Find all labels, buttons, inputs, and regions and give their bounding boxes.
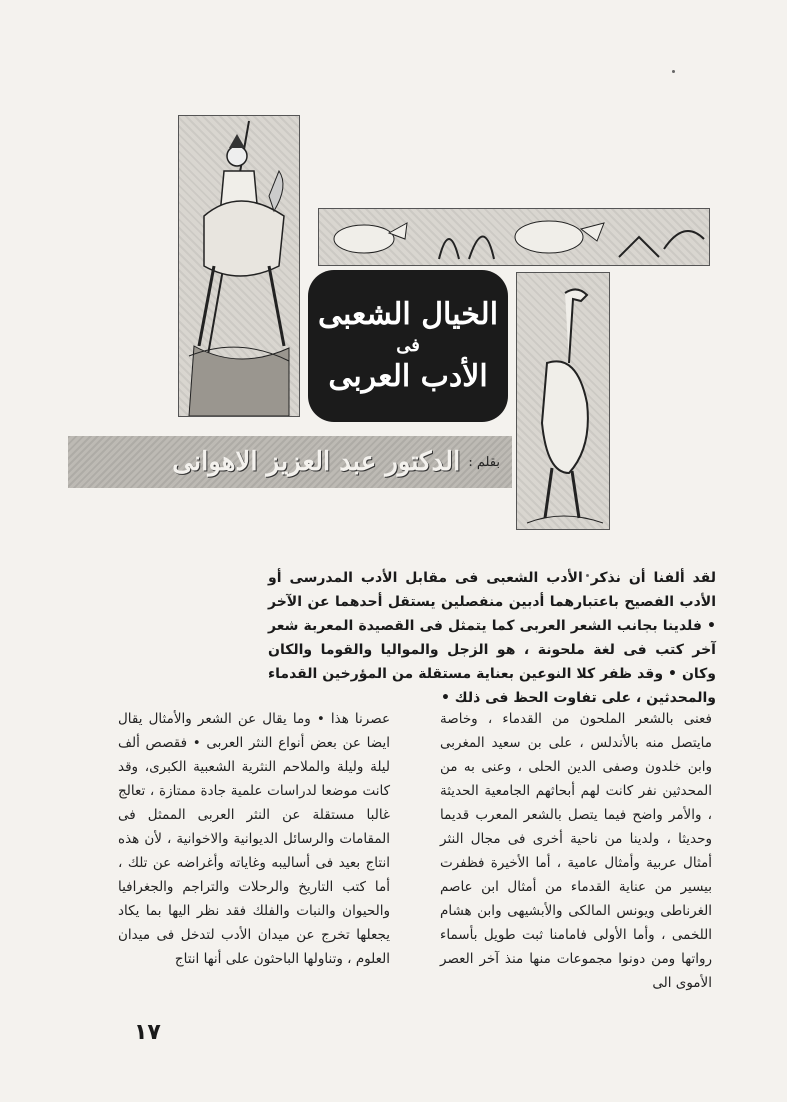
- author-byline: [68, 436, 512, 488]
- title-line-2: فى: [396, 335, 420, 356]
- beasts-drawing: [319, 209, 709, 265]
- page-number: ١٧: [134, 1020, 161, 1045]
- body-column-right: فعنى بالشعر الملحون من القدماء ، وخاصة مايتصل منه بالأندلس ، على بن سعيد المغربى وابن خلدون وصفى الدين الحلى ، وعنى به من المحدثين نفر كانت لهم أبحاثهم الجامعية الحديثة ، والأمر واضح فيما يتصل بالشعر المعرب قديما وحديثا ، ولدينا من ناحية أخرى فى مجال النثر أمثال عربية وأمثال عامية ، أما الأخيرة فظفرت بيسير من عناية القدماء من أمثال ابن عاصم الغرناطى ويونس المالكى والأبشيهى وابن هشام اللخمى ، وأما الأولى فامامنا ثبت طويل بأسماء رواتها ومن دونوا مجموعات منها منذ آخر العصر الأموى الى: [440, 711, 712, 991]
- long-neck-animal-drawing: [517, 273, 609, 529]
- byline-prefix: بقلم :: [468, 454, 500, 470]
- author-name: الدكتور عبد العزيز الاهوانى: [172, 447, 461, 477]
- article-title-badge: [308, 270, 508, 422]
- long-neck-animal-illustration: [516, 272, 610, 530]
- print-speck: [672, 70, 675, 73]
- title-line-3: الأدب العربى: [328, 359, 488, 394]
- title-line-1: الخيال الشعبى: [317, 297, 499, 332]
- horseman-illustration: [178, 115, 300, 417]
- body-column-left: عصرنا هذا • وما يقال عن الشعر والأمثال يقال ايضا عن بعض أنواع النثر العربى • فقصص ألف ليلة وليلة والملاحم النثرية الشعبية الكبرى، وقد كانت موضعا لدراسات علمية جادة ممتازة ، تعالج غالبا مستقلة عن النثر العربى الممثل فى المقامات والرسائل الديوانية والاخوانية ، لأن هذه انتاج بعيد فى أساليبه وغاياته وأغراضه عن تلك ، أما كتب التاريخ والرحلات والتراجم والجغرافيا والحيوان والنبات والفلك فقد نظر اليها بما يكاد يجعلها تخرج عن ميدان الأدب لتدخل فى ميدان العلوم ، وتناولها الباحثون على أنها انتاج: [118, 711, 390, 967]
- intro-paragraph: لقد ألفنا أن نذكر الأدب الشعبى فى مقابل الأدب المدرسى أو الأدب الفصيح باعتبارهما أدبين منفصلين يستقل أحدهما عن الآخر • فلدينا بجانب الشعر العربى كما يتمثل فى القصيدة المعربة شعر آخر كتب فى لغة ملحونة ، هو الزجل والمواليا والقوما والكان وكان • وقد ظفر كلا النوعين بعناية مستقلة من المؤرخين القدماء والمحدثين ، على تفاوت الحظ فى ذلك •: [268, 570, 716, 706]
- horseman-drawing: [179, 116, 299, 416]
- beasts-frieze-illustration: [318, 208, 710, 266]
